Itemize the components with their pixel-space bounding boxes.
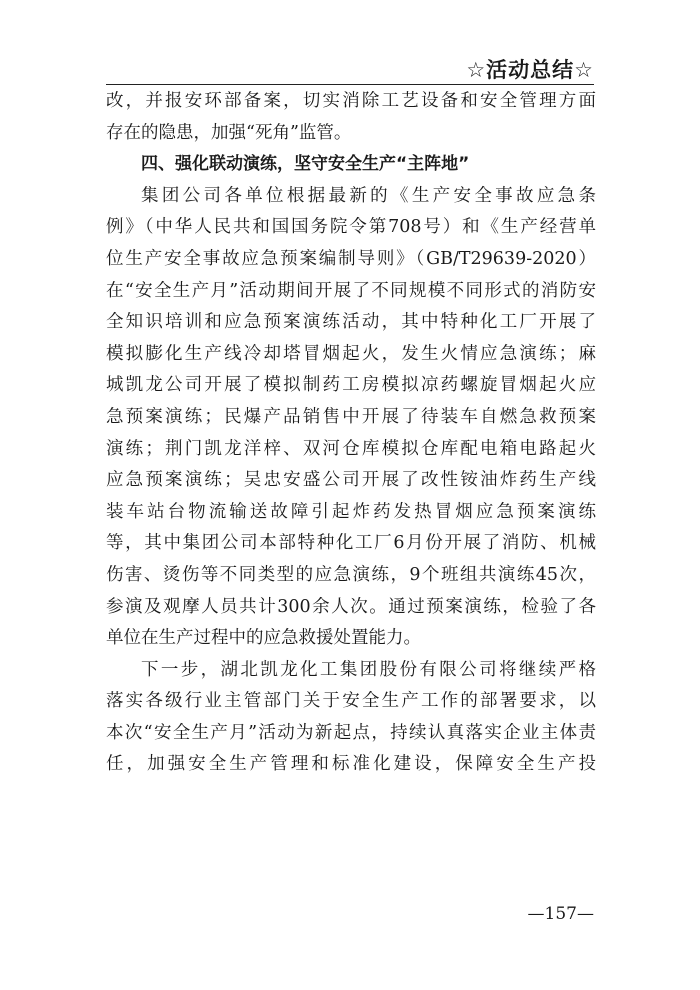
- text-line: 改，并报安环部备案，切实消除工艺设备和安全管理方面: [106, 91, 596, 111]
- header-divider: [106, 84, 594, 85]
- text-line: 应急预案演练；吴忠安盛公司开展了改性铵油炸药生产线: [106, 470, 596, 491]
- page-header-title: ☆活动总结☆: [466, 58, 594, 82]
- section-heading: 四、强化联动演练，坚守安全生产“主阵地”: [141, 154, 470, 175]
- text-line: 下一步，湖北凯龙化工集团股份有限公司将继续严格: [141, 659, 596, 680]
- text-line: 参演及观摩人员共计300余人次。通过预案演练，检验了各: [106, 596, 596, 617]
- text-line: 例》（中华人民共和国国务院令第708号）和《生产经营单: [106, 217, 596, 238]
- text-line: 落实各级行业主管部门关于安全生产工作的部署要求，以: [106, 691, 596, 712]
- text-line: 伤害、烫伤等不同类型的应急演练，9个班组共演练45次，: [106, 564, 596, 585]
- text-line: 城凯龙公司开展了模拟制药工房模拟凉药螺旋冒烟起火应: [106, 375, 596, 396]
- text-line: 全知识培训和应急预案演练活动，其中特种化工厂开展了: [106, 312, 596, 333]
- text-line: 存在的隐患，加强“死角”监管。: [106, 122, 352, 143]
- text-line: 任，加强安全生产管理和标准化建设，保障安全生产投: [106, 754, 596, 775]
- text-line: 装车站台物流输送故障引起炸药发热冒烟应急预案演练: [106, 501, 596, 522]
- text-line: 位生产安全事故应急预案编制导则》（GB/T29639-2020）: [106, 248, 596, 269]
- text-line: 集团公司各单位根据最新的《生产安全事故应急条: [141, 185, 596, 206]
- text-line: 在“安全生产月”活动期间开展了不同规模不同形式的消防安: [106, 280, 596, 301]
- text-line: 等，其中集团公司本部特种化工厂6月份开展了消防、机械: [106, 533, 596, 554]
- text-line: 演练；荆门凯龙洋梓、双河仓库模拟仓库配电箱电路起火: [106, 438, 596, 459]
- text-line: 急预案演练；民爆产品销售中开展了待装车自燃急救预案: [106, 406, 596, 427]
- text-line: 单位在生产过程中的应急救援处置能力。: [106, 628, 421, 649]
- page-number: —157—: [527, 904, 594, 924]
- text-line: 模拟膨化生产线冷却塔冒烟起火，发生火情应急演练；麻: [106, 343, 596, 364]
- body-text: [106, 86, 596, 781]
- text-line: 本次“安全生产月”活动为新起点，持续认真落实企业主体责: [106, 722, 596, 743]
